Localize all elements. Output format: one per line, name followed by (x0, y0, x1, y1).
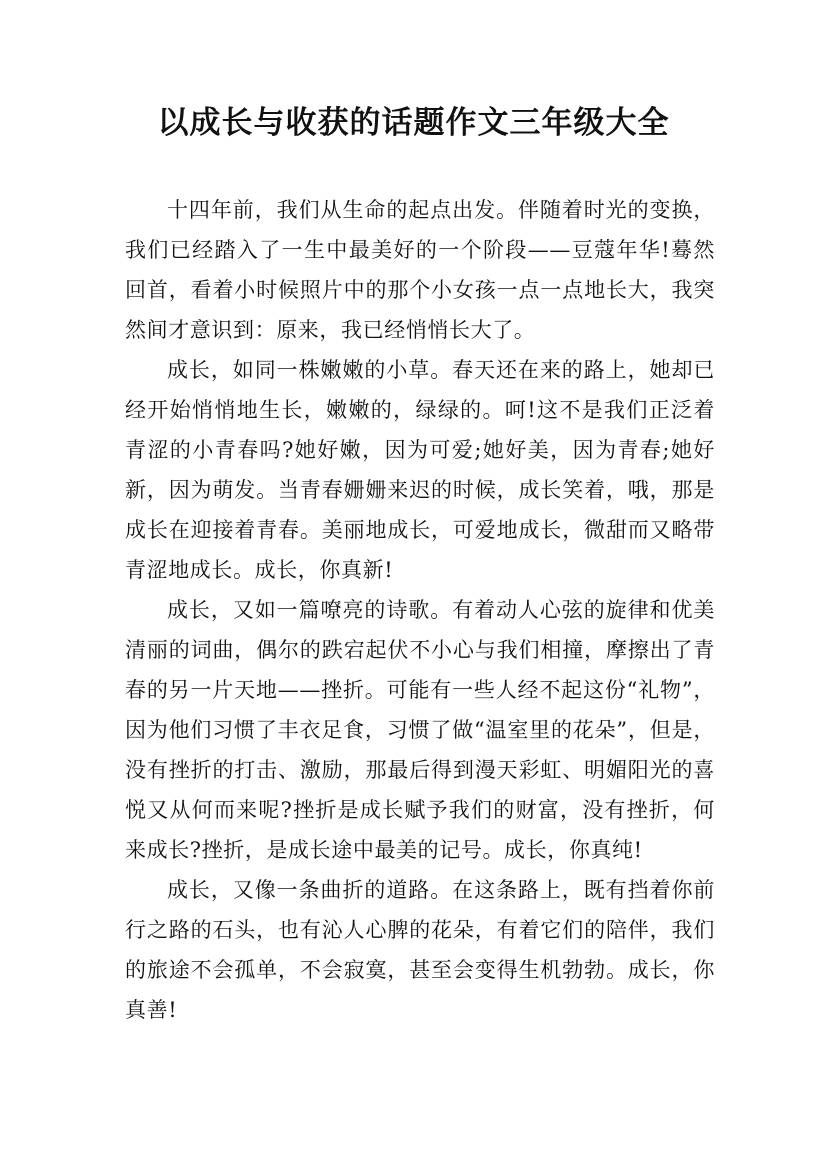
paragraph-3: 成长，又如一篇嘹亮的诗歌。有着动人心弦的旋律和优美清丽的词曲，偶尔的跌宕起伏不小心与我们相撞，摩擦出了青春的另一片天地——挫折。可能有一些人经不起这份“礼物”，因为他们习惯了丰衣足食，习惯了做“温室里的花朵”，但是，没有挫折的打击、激励，那最后得到漫天彩虹、明媚阳光的喜悦又从何而来呢?挫折是成长赋予我们的财富，没有挫折，何来成长?挫折，是成长途中最美的记号。成长，你真纯! (125, 598, 715, 862)
paragraph-4: 成长，又像一条曲折的道路。在这条路上，既有挡着你前行之路的石头，也有沁人心脾的花朵，有着它们的陪伴，我们的旅途不会孤单，不会寂寞，甚至会变得生机勃勃。成长，你真善! (125, 878, 715, 1022)
document-body (125, 190, 715, 1030)
paragraph-2: 成长，如同一株嫩嫩的小草。春天还在来的路上，她却已经开始悄悄地生长，嫩嫩的，绿绿的。呵!这不是我们正泛着青涩的小青春吗?她好嫩，因为可爱;她好美，因为青春;她好新，因为萌发。当青春姗姗来迟的时候，成长笑着，哦，那是成长在迎接着青春。美丽地成长，可爱地成长，微甜而又略带青涩地成长。成长，你真新! (125, 358, 715, 582)
document-title: 以成长与收获的话题作文三年级大全 (157, 105, 670, 141)
paragraph-1: 十四年前，我们从生命的起点出发。伴随着时光的变换，我们已经踏入了一生中最美好的一个阶段——豆蔻年华!蓦然回首，看着小时候照片中的那个小女孩一点一点地长大，我突然间才意识到：原来，我已经悄悄长大了。 (125, 198, 715, 342)
